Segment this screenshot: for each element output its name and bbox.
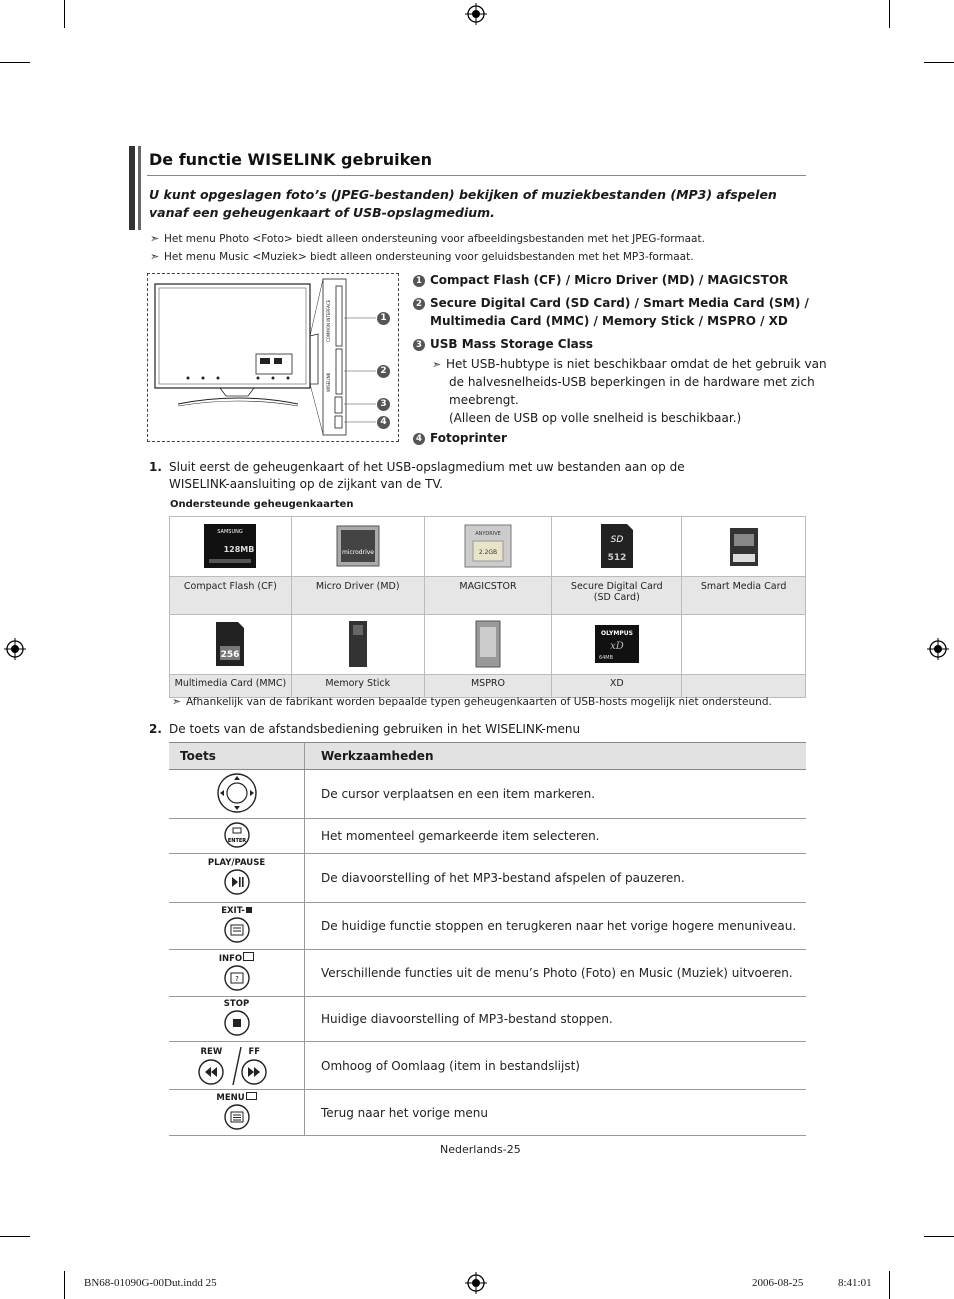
card-label-mspro: MSPRO: [424, 675, 552, 698]
registration-mark-icon: [465, 1272, 487, 1294]
title-divider: [147, 175, 806, 176]
key-description: Verschillende functies uit de menu’s Photo (Foto) en Music (Muziek) uitvoeren.: [305, 950, 807, 997]
card-label-smartmedia: Smart Media Card: [682, 577, 806, 615]
crop-mark: [64, 1271, 65, 1299]
card-image-cf: [170, 517, 292, 577]
key-description: De cursor verplaatsen en een item markeren.: [305, 770, 807, 819]
legend-item-2: 2 Secure Digital Card (SD Card) / Smart Media Card (SM) /: [413, 296, 809, 310]
registration-mark-icon: [4, 638, 26, 660]
intro-text: U kunt opgeslagen foto’s (JPEG-bestanden) bekijken of muziekbestanden (MP3) afspelen vanaf een geheugenkaart of USB-opslagmedium.: [149, 187, 777, 220]
table-row: [169, 1042, 806, 1090]
note-arrow-icon: ➣: [172, 695, 182, 708]
info-icon: [223, 964, 251, 992]
registration-mark-icon: [927, 638, 949, 660]
menu-key: MENU: [169, 1090, 305, 1136]
crop-mark: [64, 0, 65, 28]
svg-text:ENTER: ENTER: [227, 837, 246, 844]
xd-brand: OLYMPUS: [600, 630, 633, 637]
table-row: [169, 903, 806, 950]
svg-text:SD: SD: [610, 535, 624, 545]
mmc-size: 256: [221, 650, 240, 660]
enter-key: [169, 819, 305, 854]
stop-key: STOP: [169, 997, 305, 1042]
card-image-empty: [682, 615, 806, 675]
col-header-key: Toets: [169, 743, 305, 770]
key-description: De huidige functie stoppen en terugkeren naar het vorige hogere menuniveau.: [305, 903, 807, 950]
note-arrow-icon: ➣: [432, 358, 442, 371]
callout-1: 1: [377, 312, 390, 325]
crop-mark: [889, 0, 890, 28]
step-2: 2. De toets van de afstandsbediening gebruiken in het WISELINK-menu: [149, 722, 581, 736]
note-arrow-icon: ➣: [150, 250, 160, 263]
note-arrow-icon: ➣: [150, 232, 160, 245]
section-bar: [129, 146, 135, 230]
note-music: ➣ Het menu Music <Muziek> biedt alleen ondersteuning voor geluidsbestanden met het MP3-formaat.: [150, 250, 694, 263]
card-image-mmc: [170, 615, 292, 675]
registration-mark-icon: [465, 3, 487, 25]
card-image-xd: [552, 615, 682, 675]
legend-item-4: 4 Fotoprinter: [413, 431, 507, 445]
tv-illustration: [148, 274, 398, 441]
remote-key-table: [169, 742, 806, 1136]
table-row: [169, 819, 806, 854]
side-label-common-interface: COMMON INTERFACE: [326, 299, 331, 342]
md-label: microdrive: [341, 549, 374, 556]
rew-ff-icon: [197, 1045, 277, 1087]
side-label-wiselink: WISELINK: [326, 372, 331, 392]
step-1-cont: WISELINK-aansluiting op de zijkant van de TV.: [169, 477, 443, 491]
info-key: INFO ?: [169, 950, 305, 997]
card-image-smartmedia: [682, 517, 806, 577]
slug-date: 2006-08-25: [752, 1277, 804, 1289]
card-label-xd: XD: [552, 675, 682, 698]
card-label-memorystick: Memory Stick: [291, 675, 424, 698]
usb-note-line: (Alleen de USB op volle snelheid is beschikbaar.): [449, 411, 742, 425]
callout-4: 4: [377, 416, 390, 429]
memory-card-table: [169, 516, 806, 698]
stop-icon: [223, 1009, 251, 1037]
page-number: Nederlands-25: [440, 1143, 521, 1156]
cards-note: ➣ Afhankelijk van de fabrikant worden bepaalde typen geheugenkaarten of USB-hosts mogelijk niet ondersteund.: [172, 695, 772, 708]
card-label-md: Micro Driver (MD): [291, 577, 424, 615]
usb-note-line: de halvesnelheids-USB beperkingen in de hardware met zich: [449, 375, 815, 389]
legend-item-2-cont: Multimedia Card (MMC) / Memory Stick / MSPRO / XD: [430, 314, 788, 328]
card-image-memorystick: [291, 615, 424, 675]
key-description: Omhoog of Oomlaag (item in bestandslijst): [305, 1042, 807, 1090]
sd-size: 512: [607, 553, 627, 563]
card-image-md: [291, 517, 424, 577]
play-pause-icon: [223, 868, 251, 896]
card-label-magicstor: MAGICSTOR: [424, 577, 552, 615]
tv-rear-diagram: [147, 273, 399, 442]
card-image-sd: [552, 517, 682, 577]
exit-icon: [223, 916, 251, 944]
key-description: De diavoorstelling of het MP3-bestand afspelen of pauzeren.: [305, 854, 807, 903]
crop-mark: [924, 62, 954, 63]
usb-note: ➣ Het USB-hubtype is niet beschikbaar omdat de het gebruik van: [432, 357, 827, 371]
section-bar: [138, 146, 141, 230]
magic-size: 2.2GB: [478, 549, 498, 556]
key-description: Huidige diavoorstelling of MP3-bestand stoppen.: [305, 997, 807, 1042]
legend-item-1: 1 Compact Flash (CF) / Micro Driver (MD) / MAGICSTOR: [413, 273, 788, 287]
exit-key: EXIT-: [169, 903, 305, 950]
key-description: Terug naar het vorige menu: [305, 1090, 807, 1136]
card-label-mmc: Multimedia Card (MMC): [170, 675, 292, 698]
callout-2: 2: [377, 365, 390, 378]
table-row: [169, 950, 806, 997]
note-photo: ➣ Het menu Photo <Foto> biedt alleen ondersteuning voor afbeeldingsbestanden met het JPEG-formaat.: [150, 232, 705, 245]
crop-mark: [924, 1236, 954, 1237]
key-description: Het momenteel gemarkeerde item selecteren.: [305, 819, 807, 854]
col-header-action: Werkzaamheden: [305, 743, 807, 770]
slug-filename: BN68-01090G-00Dut.indd 25: [84, 1277, 217, 1289]
rew-ff-keys: REW FF: [169, 1042, 305, 1090]
crop-mark: [889, 1271, 890, 1299]
card-label-cf: Compact Flash (CF): [170, 577, 292, 615]
magic-brand: ANYDRIVE: [475, 531, 501, 537]
step-1: 1. Sluit eerst de geheugenkaart of het USB-opslagmedium met uw bestanden aan op de: [149, 460, 685, 474]
cards-title: Ondersteunde geheugenkaarten: [170, 499, 354, 510]
dpad-icon: [216, 772, 258, 814]
xd-size: 64MB: [598, 655, 613, 661]
section-title: De functie WISELINK gebruiken: [149, 150, 433, 169]
crop-mark: [0, 1236, 30, 1237]
svg-text:xD: xD: [609, 641, 624, 652]
cf-size: 128MB: [224, 545, 255, 554]
callout-3: 3: [377, 398, 390, 411]
cf-brand: SAMSUNG: [217, 529, 244, 535]
enter-icon: [223, 821, 251, 849]
card-image-mspro: [424, 615, 552, 675]
menu-icon: [223, 1103, 251, 1131]
slug-time: 8:41:01: [838, 1277, 872, 1289]
table-row: [169, 770, 806, 819]
card-label-sd: Secure Digital Card (SD Card): [552, 577, 682, 615]
table-row: [169, 997, 806, 1042]
svg-text:?: ?: [234, 974, 239, 983]
play-pause-key: PLAY/PAUSE: [169, 854, 305, 903]
card-image-magicstor: [424, 517, 552, 577]
dpad-key: [169, 770, 305, 819]
table-row: [169, 1090, 806, 1136]
crop-mark: [0, 62, 30, 63]
table-row: [169, 854, 806, 903]
usb-note-line: meebrengt.: [449, 393, 519, 407]
legend-item-3: 3 USB Mass Storage Class: [413, 337, 593, 351]
